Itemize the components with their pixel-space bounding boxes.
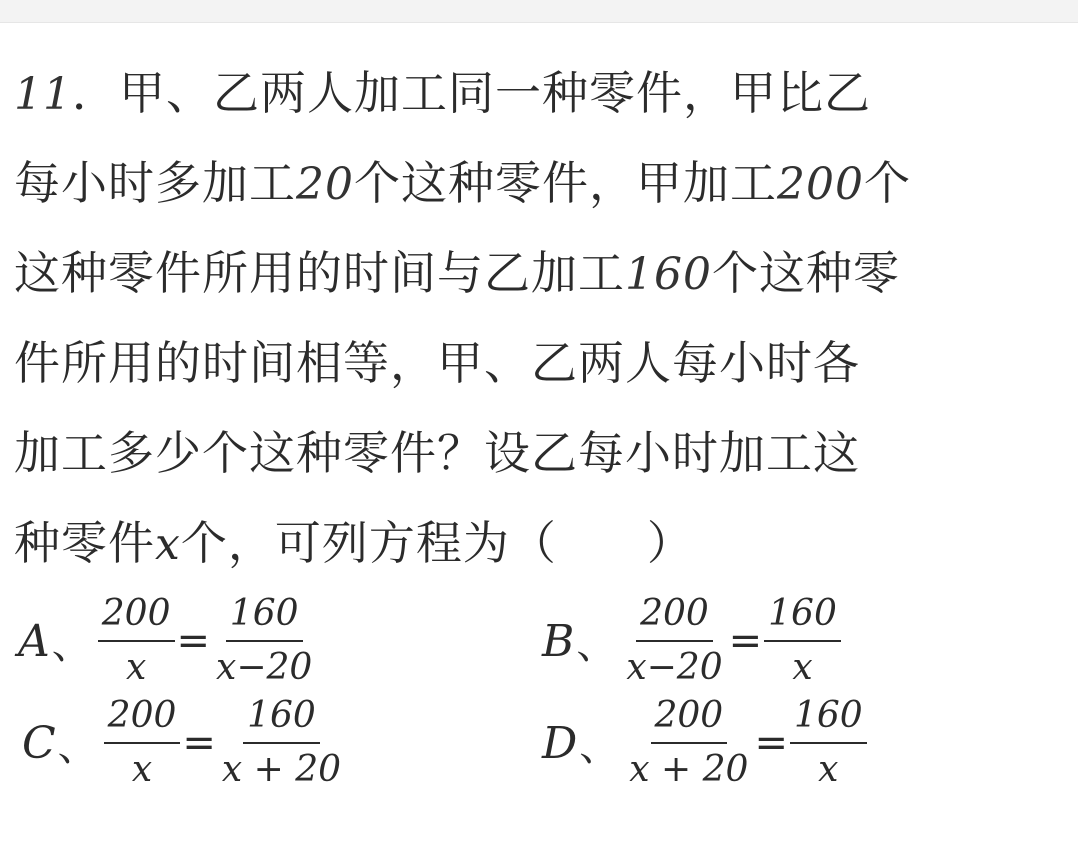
left-fraction: [622, 592, 726, 690]
question-line-1: [14, 48, 1054, 138]
numerator: 160: [790, 694, 867, 744]
numerator: 200: [98, 592, 175, 642]
equals-sign: =: [754, 720, 788, 766]
variable-x: x: [155, 519, 181, 570]
right-fraction: [218, 694, 345, 792]
equals-sign: =: [176, 618, 211, 664]
question-line-3: [14, 228, 1054, 318]
denominator: x: [131, 749, 153, 790]
question-line-4: [14, 318, 1054, 408]
left-fraction: [104, 694, 181, 792]
question-line-text: 个，可列方程为（: [180, 516, 557, 570]
question-line-6: [14, 498, 1054, 588]
denominator: x + 20: [221, 749, 342, 790]
denominator: x: [125, 647, 147, 688]
option-b[interactable]: [542, 592, 841, 690]
right-fraction: [790, 694, 867, 792]
equals-sign: =: [182, 720, 216, 766]
option-letter: A: [18, 615, 50, 667]
numerator: 160: [226, 592, 303, 642]
question-line-text: 种零件: [14, 516, 155, 570]
option-letter: D: [542, 717, 578, 769]
question-line-text: ．甲、乙两人加工同一种零件，甲比乙: [72, 66, 871, 120]
close-paren: ）: [646, 516, 694, 570]
option-a[interactable]: [18, 592, 316, 690]
question-line-text: 每小时多加工: [14, 156, 296, 210]
numerator: 160: [243, 694, 320, 744]
option-separator: 、: [57, 723, 98, 770]
numerator: 200: [651, 694, 728, 744]
numerator: 200: [104, 694, 181, 744]
left-fraction: [625, 694, 752, 792]
denominator: x: [792, 647, 813, 688]
question-line-2: [14, 138, 1054, 228]
question-line-text: 加工多少个这种零件？设乙每小时加工这: [14, 426, 860, 480]
option-c[interactable]: [22, 694, 345, 792]
option-d[interactable]: [542, 694, 867, 792]
question-line-text: 个这种零件，甲加工: [354, 156, 777, 210]
right-fraction: [764, 592, 841, 690]
denominator: x−20: [216, 647, 313, 688]
question-line-text: 件所用的时间相等，甲、乙两人每小时各: [14, 336, 860, 390]
option-letter: C: [22, 717, 56, 769]
denominator: x−20: [626, 647, 723, 688]
numerator: 200: [636, 592, 713, 642]
top-bar: [0, 0, 1078, 23]
left-fraction: [98, 592, 175, 690]
option-separator: 、: [576, 621, 617, 668]
option-separator: 、: [579, 723, 620, 770]
option-letter: B: [542, 615, 575, 667]
option-separator: 、: [51, 621, 92, 668]
question-line-5: [14, 408, 1054, 498]
denominator: x + 20: [629, 749, 749, 790]
number-value: 20: [296, 159, 354, 210]
denominator: x: [818, 749, 839, 790]
number-value: 160: [625, 249, 712, 300]
right-fraction: [212, 592, 316, 690]
number-value: 200: [777, 159, 864, 210]
question-text: [14, 48, 1054, 588]
question-number: 11: [14, 69, 72, 120]
equals-sign: =: [728, 618, 763, 664]
question-line-text: 个: [863, 156, 911, 210]
numerator: 160: [764, 592, 841, 642]
question-line-text: 这种零件所用的时间与乙加工: [14, 246, 625, 300]
question-line-text: 个这种零: [711, 246, 900, 300]
